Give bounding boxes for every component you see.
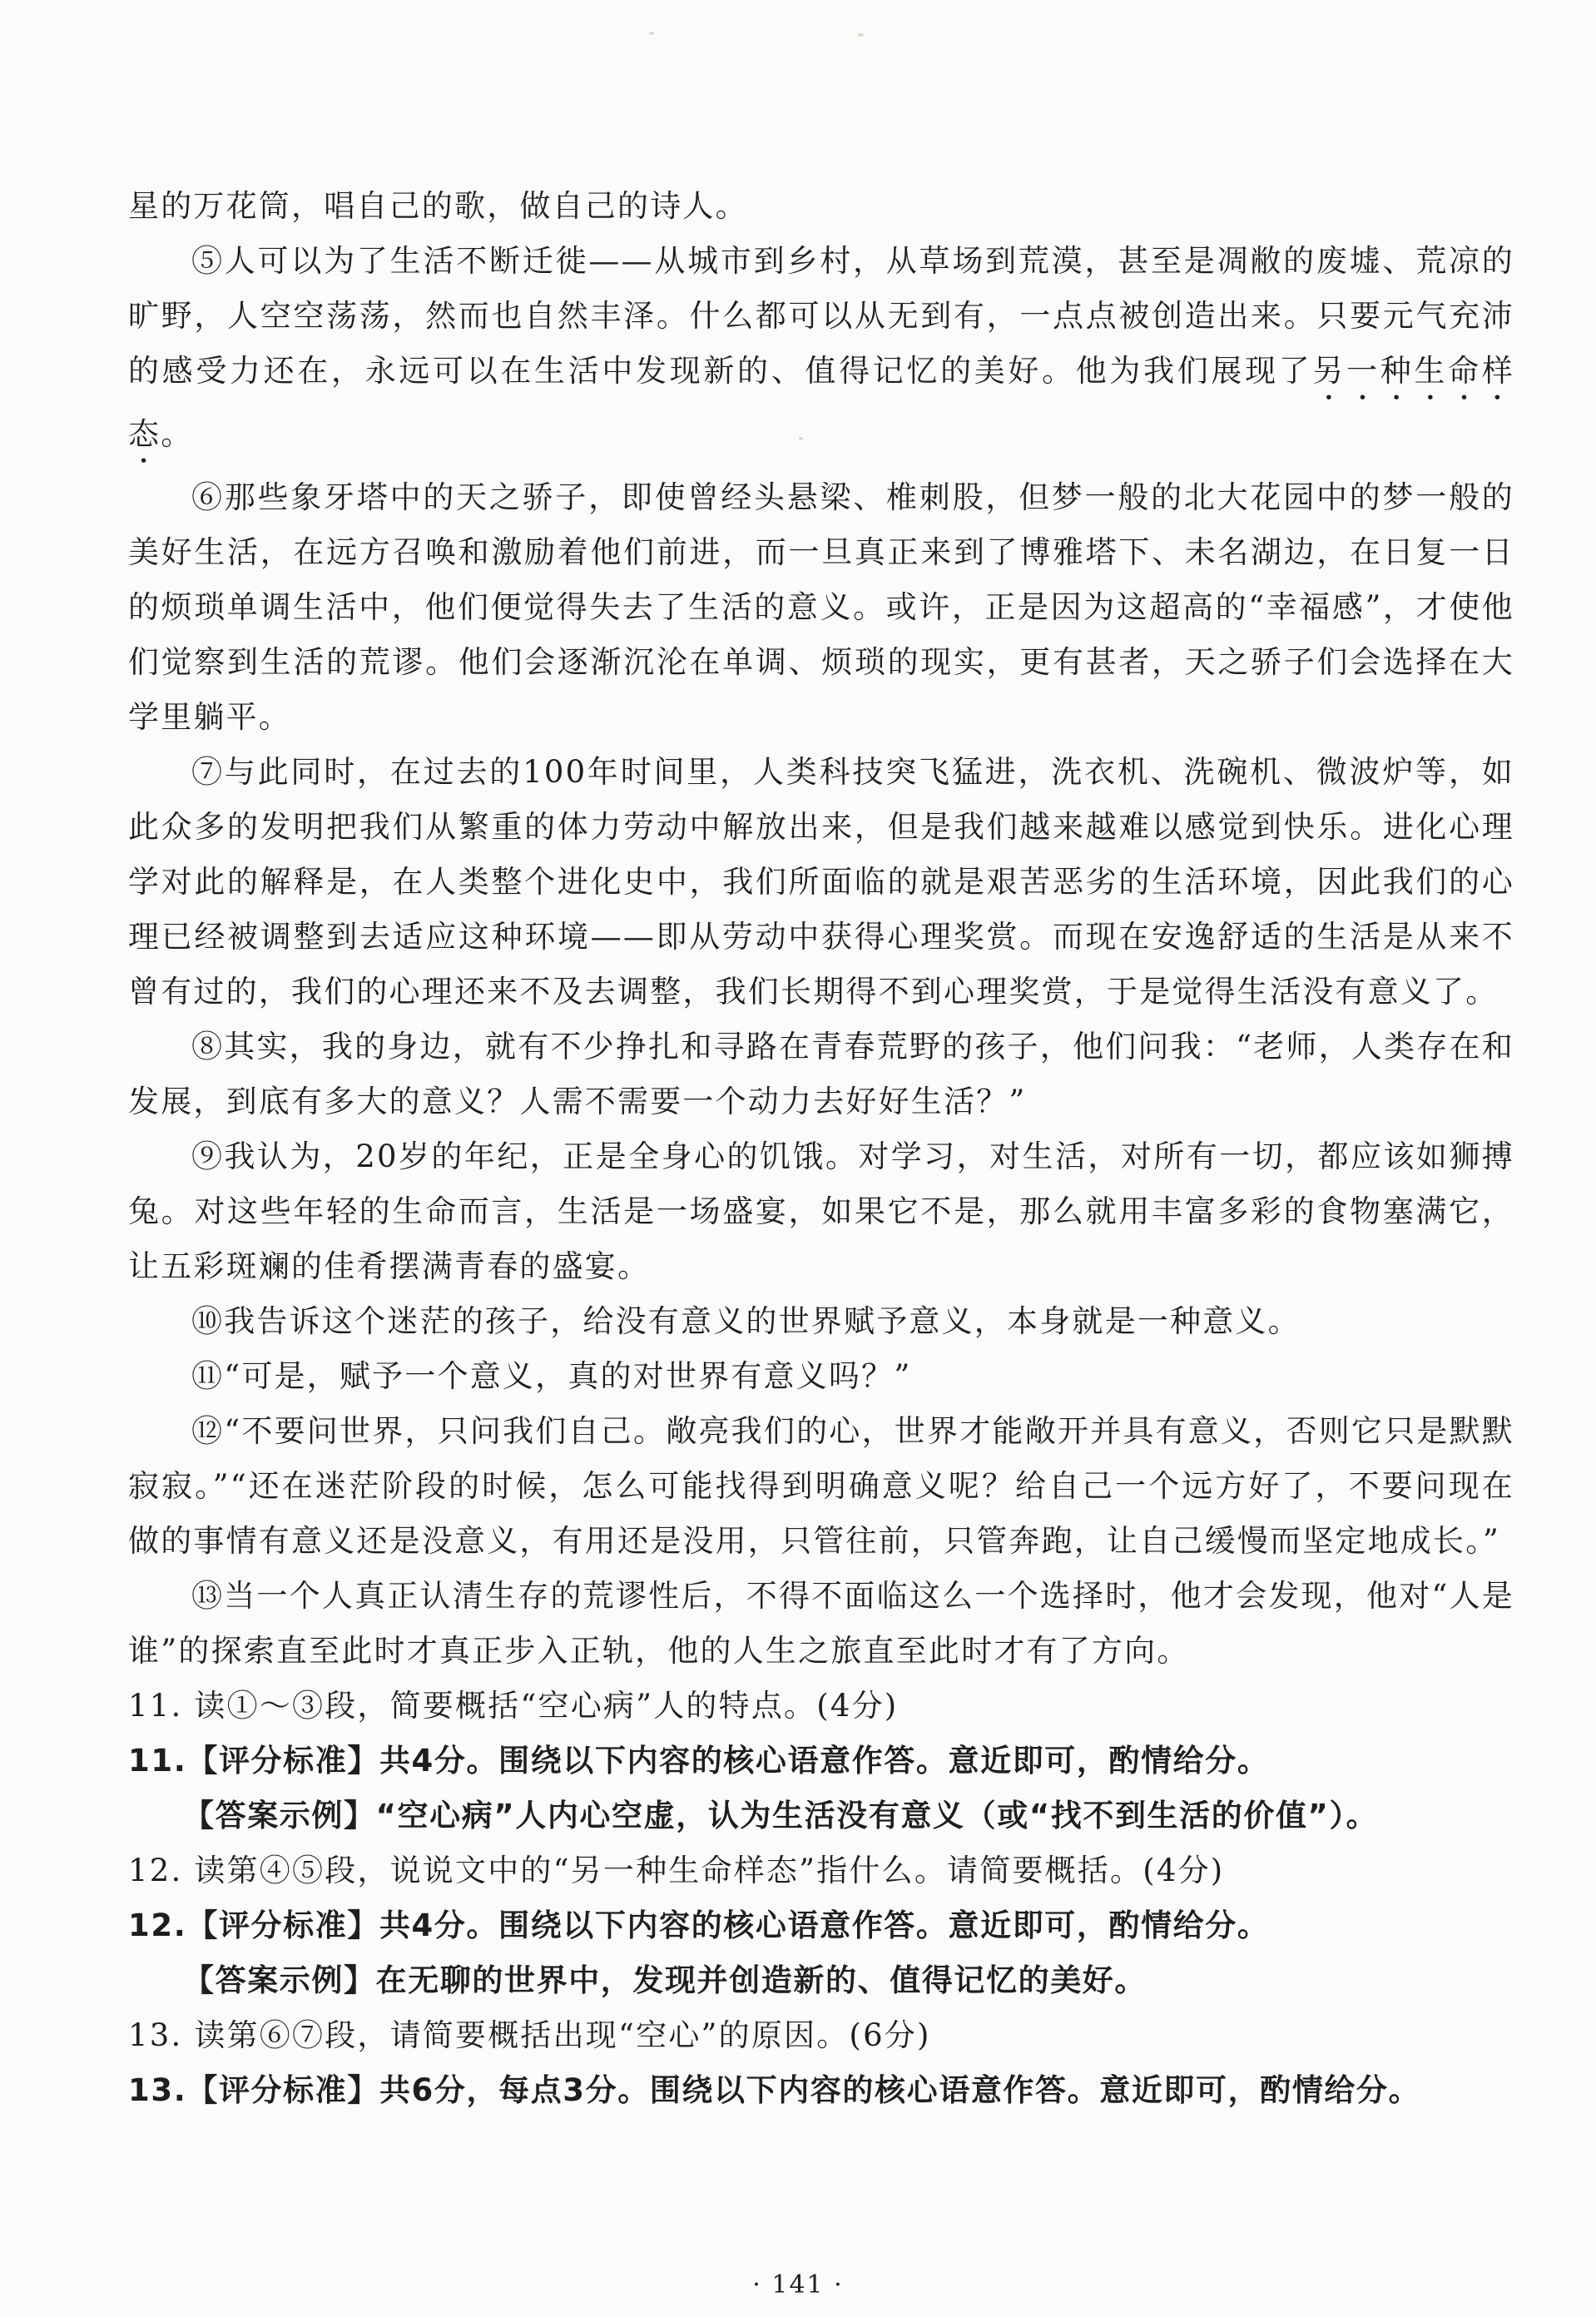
paragraph-12: ⑫“不要问世界，只问我们自己。敞亮我们的心，世界才能敞开并具有意义，否则它只是默默寂寂。”“还在迷茫阶段的时候，怎么可能找得到明确意义呢？给自己一个远方好了，不要问现在做的事情有意义还是没意义，有用还是没用，只管往前，只管奔跑，让自己缓慢而坚定地成长。” [128,1413,1514,1559]
paragraph-5-tail: 。 [161,416,194,452]
paragraph-6: ⑥那些象牙塔中的天之骄子，即使曾经头悬梁、椎刺股，但梦一般的北大花园中的梦一般的美好生活，在远方召唤和激励着他们前进，而一旦真正来到了博雅塔下、未名湖边，在日复一日的烦琐单调生活中，他们便觉得失去了生活的意义。或许，正是因为这超高的“幸福感”，才使他们觉察到生活的荒谬。他们会逐渐沉沦在单调、烦琐的现实，更有甚者，天之骄子们会选择在大学里躺平。 [128,479,1514,735]
question-12: 12. 读第④⑤段，说说文中的“另一种生命样态”指什么。请简要概括。(4分) [128,1853,1225,1888]
paragraph-11: ⑪“可是，赋予一个意义，真的对世界有意义吗？” [191,1358,912,1394]
paragraph-9: ⑨我认为，20岁的年纪，正是全身心的饥饿。对学习，对生活，对所有一切，都应该如狮搏兔。对这些年轻的生命而言，生活是一场盛宴，如果它不是，那么就用丰富多彩的食物塞满它，让五彩斑斓的佳肴摆满青春的盛宴。 [128,1139,1514,1284]
question-11: 11. 读①～③段，简要概括“空心病”人的特点。(4分) [128,1688,899,1724]
answer-13-scoring-standard: 13.【评分标准】共6分，每点3分。围绕以下内容的核心语意作答。意近即可，酌情给分。 [128,2072,1421,2108]
paragraph-5-text: ⑤人可以为了生活不断迁徙——从城市到乡村，从草场到荒漠，甚至是凋敝的废墟、荒凉的旷野，人空空荡荡，然而也自然丰泽。什么都可以从无到有，一点点被创造出来。只要元气充沛的感受力还在，永远可以在生活中发现新的、值得记忆的美好。他为我们展现了 [128,243,1514,389]
answer-11-scoring-standard: 11.【评分标准】共4分。围绕以下内容的核心语意作答。意近即可，酌情给分。 [128,1743,1270,1779]
paragraph-10: ⑩我告诉这个迷茫的孩子，给没有意义的世界赋予意义，本身就是一种意义。 [191,1303,1301,1339]
scan-speck [857,33,864,37]
paragraph-13: ⑬当一个人真正认清生存的荒谬性后，不得不面临这么一个选择时，他才会发现，他对“人是谁”的探索直至此时才真正步入正轨，他的人生之旅直至此时才有了方向。 [128,1578,1514,1669]
article-body [128,179,1514,2118]
answer-11-example: 【答案示例】“空心病”人内心空虚，认为生活没有意义（或“找不到生活的价值”）。 [183,1798,1379,1833]
paragraph-7: ⑦与此同时，在过去的100年时间里，人类科技突飞猛进，洗衣机、洗碗机、微波炉等，如此众多的发明把我们从繁重的体力劳动中解放出来，但是我们越来越难以感觉到快乐。进化心理学对此的解释是，在人类整个进化史中，我们所面临的就是艰苦恶劣的生活环境，因此我们的心理已经被调整到去适应这种环境——即从劳动中获得心理奖赏。而现在安逸舒适的生活是从来不曾有过的，我们的心理还来不及去调整，我们长期得不到心理奖赏，于是觉得生活没有意义了。 [128,754,1514,1010]
question-13: 13. 读第⑥⑦段，请简要概括出现“空心”的原因。(6分) [128,2017,931,2053]
paragraph-4-end: 星的万花筒，唱自己的歌，做自己的诗人。 [128,188,748,224]
emphasized-phrase: 另一种生命样态 [128,353,1515,452]
answer-12-example: 【答案示例】在无聊的世界中，发现并创造新的、值得记忆的美好。 [183,1962,1147,1998]
paragraph-8: ⑧其实，我的身边，就有不少挣扎和寻路在青春荒野的孩子，他们问我：“老师，人类存在和发展，到底有多大的意义？人需不需要一个动力去好好生活？” [128,1029,1514,1119]
paragraph-5 [128,234,1514,470]
answer-12-scoring-standard: 12.【评分标准】共4分。围绕以下内容的核心语意作答。意近即可，酌情给分。 [128,1908,1270,1943]
scan-speck [649,32,654,35]
page-number: · 141 · [752,2270,844,2300]
